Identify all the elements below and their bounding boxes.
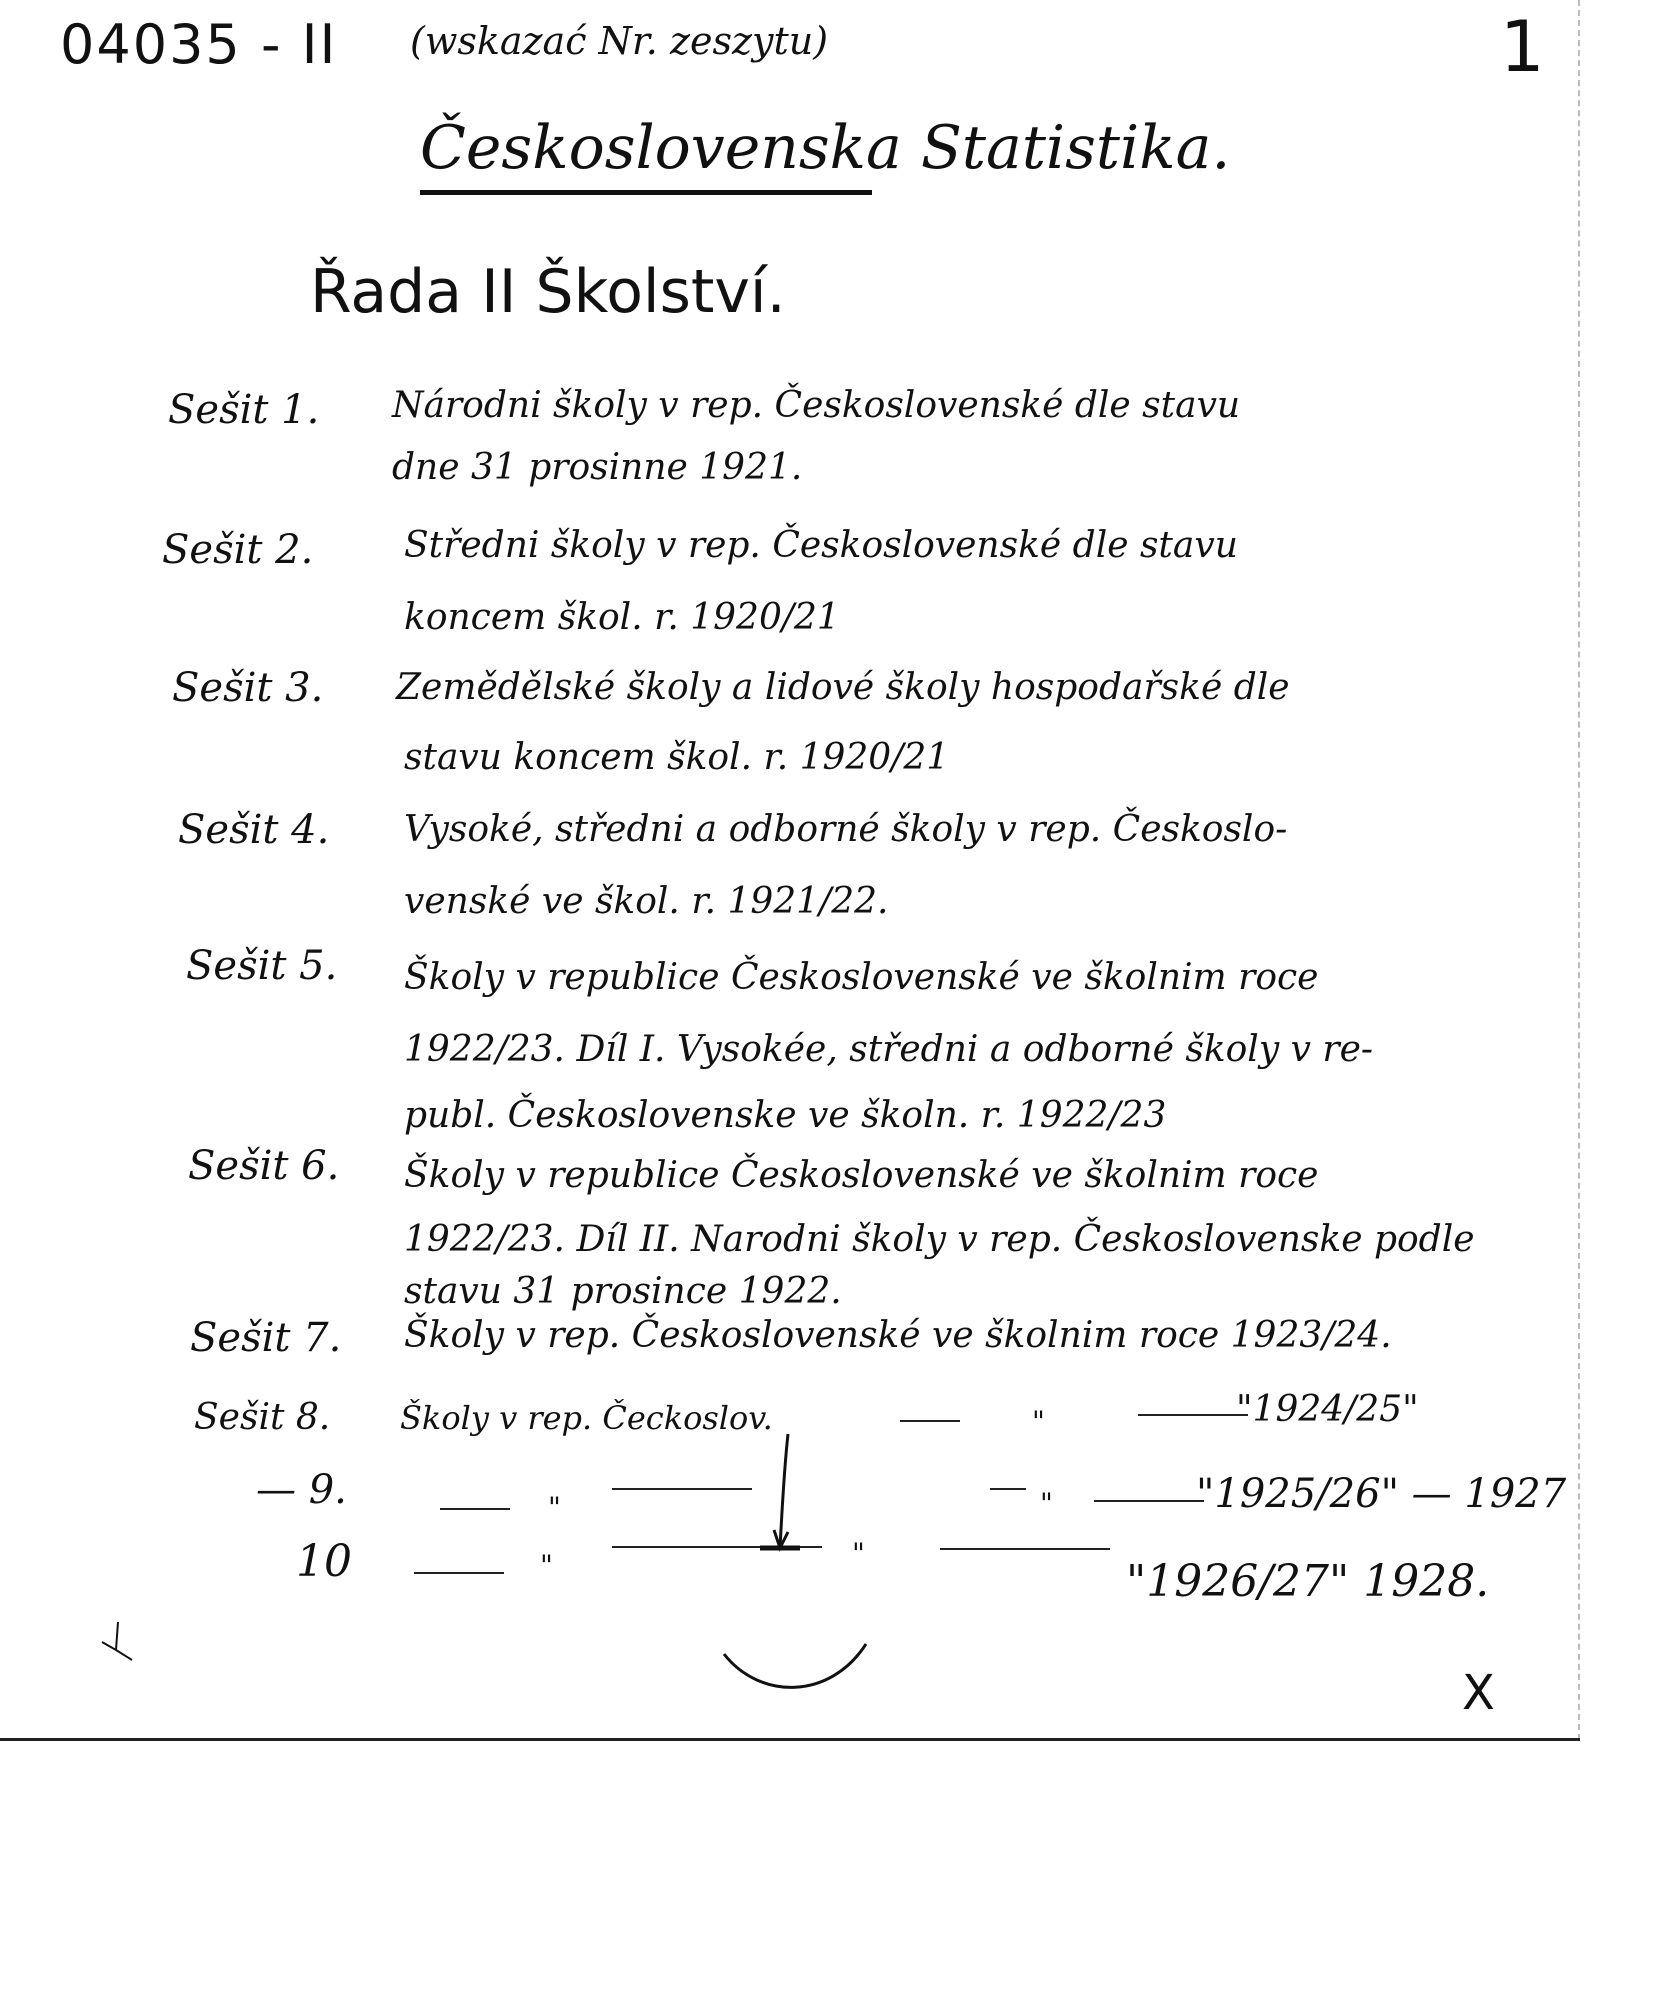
entry-line: Národni školy v rep. Československé dle stavu [392,385,1241,426]
entry-label: Sešit 2. [162,527,314,573]
ditto-dash [900,1420,960,1422]
handwritten-entry-8: Školy v rep. Čeckoslov. [400,1399,773,1437]
entry-label: Sešit 3. [172,665,324,711]
handwritten-label-9: — 9. [256,1467,347,1513]
ditto-dash [612,1488,752,1490]
handwritten-label-8: Sešit 8. [194,1397,331,1438]
ink-arc-mark [720,1640,870,1710]
document-title: Československa Statistika. [420,113,1231,183]
reference-number: 04035 - II [60,13,338,76]
handwritten-label-10: 10 [296,1536,352,1587]
entry-line: stavu koncem škol. r. 1920/21 [404,737,950,778]
sheet-bottom-edge [0,1738,1580,1741]
handwritten-year-10: "1926/27" 1928. [1126,1556,1490,1607]
ditto-mark: " [540,1549,553,1582]
ditto-dash [940,1548,1110,1550]
entry-line: 1922/23. Díl II. Narodni školy v rep. Československe podle [404,1219,1475,1260]
page-right-edge [1578,0,1580,1740]
entry-line: dne 31 prosinne 1921. [392,447,803,488]
entry-label: Sešit 1. [168,387,320,433]
entry-line: Vysoké, středni a odborné školy v rep. Českoslo- [404,809,1288,850]
ditto-dash [1094,1500,1204,1502]
ditto-mark: " [852,1537,865,1570]
entry-line: 1922/23. Díl I. Vysokée, středni a odborné školy v re- [404,1029,1374,1070]
entry-label: Sešit 6. [188,1143,340,1189]
ditto-mark: " [1032,1405,1045,1438]
handwritten-year-9: "1925/26" — 1927 [1196,1471,1567,1517]
ditto-mark: " [548,1491,561,1524]
entry-line: Školy v republice Československé ve školnim roce [404,957,1319,998]
entry-line: venské ve škol. r. 1921/22. [404,881,889,922]
ditto-dash [990,1488,1026,1490]
handwritten-year-8: "1924/25" [1236,1389,1419,1430]
entry-line: Středni školy v rep. Československé dle stavu [404,525,1238,566]
series-heading: Řada II Školství. [310,257,786,327]
entry-label: Sešit 5. [186,943,338,989]
ditto-dash [414,1572,504,1574]
entry-line: Zemědělské školy a lidové školy hospodařské dle [396,667,1290,708]
ditto-dash [440,1508,510,1510]
entry-line: Školy v republice Československé ve školnim roce [404,1155,1319,1196]
cross-mark: X [1462,1665,1495,1721]
entry-line: publ. Československe ve školn. r. 1922/23 [404,1095,1167,1136]
margin-tick-mark [98,1620,138,1670]
entry-line: Školy v rep. Československé ve školnim roce 1923/24. [404,1315,1392,1356]
entry-label: Sešit 7. [190,1315,342,1361]
reference-note: (wskazać Nr. zeszytu) [410,19,829,63]
entry-line: stavu 31 prosince 1922. [404,1271,842,1312]
ditto-dash [1138,1414,1248,1416]
ditto-mark: " [1040,1487,1053,1520]
ink-arrow-mark [740,1430,820,1570]
entry-label: Sešit 4. [178,807,330,853]
title-underline [420,190,872,195]
page-number: 1 [1500,6,1545,88]
entry-line: koncem škol. r. 1920/21 [404,597,840,638]
